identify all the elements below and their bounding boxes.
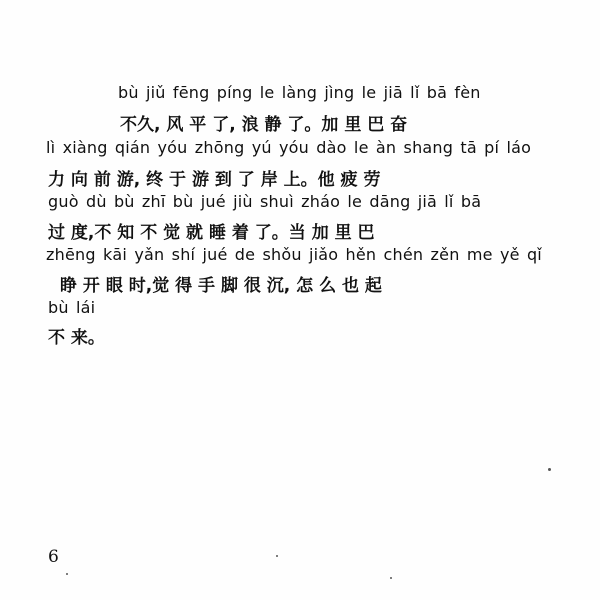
hanzi-line-4: 睁 开 眼 时,觉 得 手 脚 很 沉, 怎 么 也 起 xyxy=(60,276,382,296)
paper-speck xyxy=(548,468,551,471)
pinyin-line-1: bù jiǔ fēng píng le làng jìng le jiā lǐ bā fèn xyxy=(118,83,481,102)
hanzi-line-3: 过 度,不 知 不 觉 就 睡 着 了。当 加 里 巴 xyxy=(48,223,375,243)
page-number: 6 xyxy=(48,547,59,567)
pinyin-line-3: guò dù bù zhī bù jué jiù shuì zháo le dāng jiā lǐ bā xyxy=(48,192,482,211)
hanzi-line-1: 不久, 风 平 了, 浪 静 了。加 里 巴 奋 xyxy=(120,115,408,135)
pinyin-line-5: bù lái xyxy=(48,298,96,317)
hanzi-line-5: 不 来。 xyxy=(48,328,105,348)
paper-speck xyxy=(66,573,68,575)
pinyin-line-4: zhēng kāi yǎn shí jué de shǒu jiǎo hěn chén zěn me yě qǐ xyxy=(46,245,542,264)
pinyin-line-2: lì xiàng qián yóu zhōng yú yóu dào le àn shang tā pí láo xyxy=(46,138,532,157)
hanzi-line-2: 力 向 前 游, 终 于 游 到 了 岸 上。他 疲 劳 xyxy=(48,170,381,190)
paper-speck xyxy=(276,555,278,557)
paper-speck xyxy=(390,577,392,579)
